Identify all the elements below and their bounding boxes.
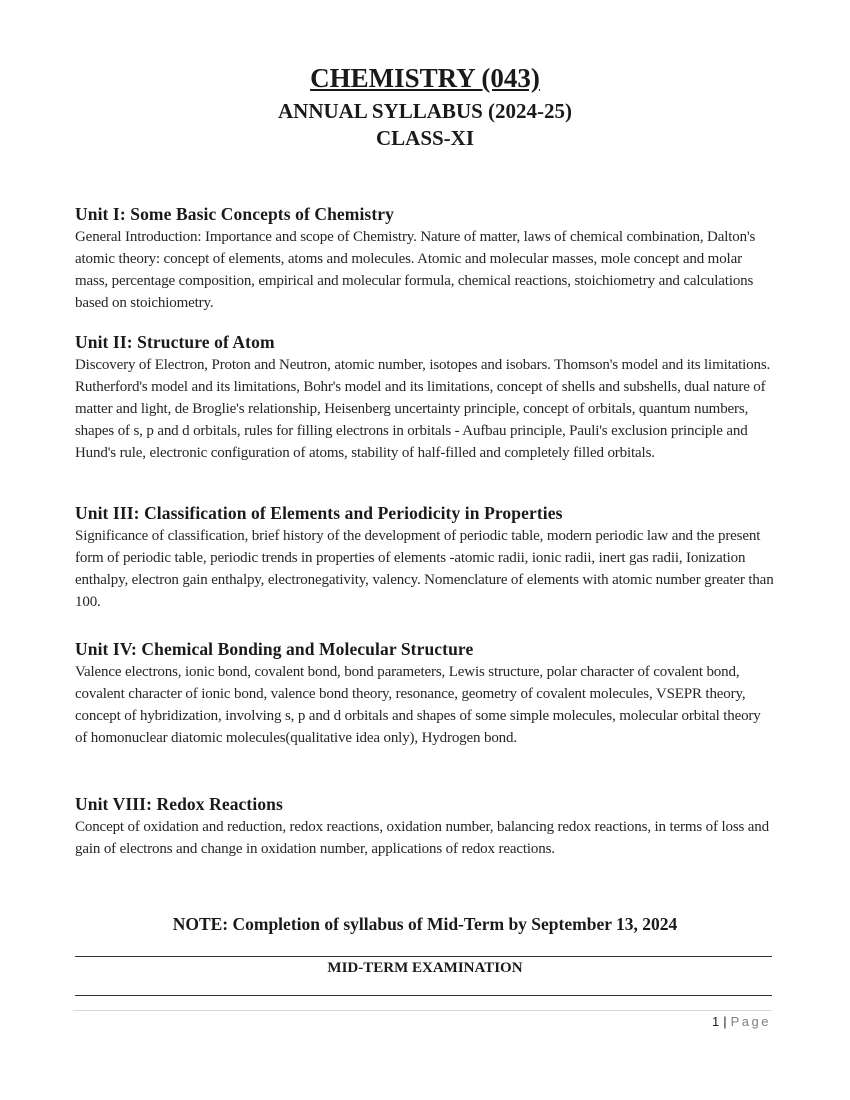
unit-section: [75, 637, 775, 749]
unit-body: Valence electrons, ionic bond, covalent bond, bond parameters, Lewis structure, polar character of covalent bond, covalent character of ionic bond, valence bond theory, resonance, geometry of covalent molecules, VSEPR theory, concept of hybridization, involving s, p and d orbitals and shapes of some simple molecules, molecular orbital theory of homonuclear diatomic molecules(qualitative idea only), Hydrogen bond.: [75, 664, 761, 746]
divider: [75, 995, 772, 996]
page-word: Page: [730, 1014, 771, 1029]
completion-note: NOTE: Completion of syllabus of Mid-Term by September 13, 2024: [172, 914, 678, 934]
midterm-label: MID-TERM EXAMINATION: [327, 960, 523, 976]
page-footer: [712, 1013, 771, 1031]
unit-section: [75, 501, 775, 613]
unit-section: [75, 202, 775, 314]
unit-heading: Unit I: Some Basic Concepts of Chemistry: [75, 204, 394, 224]
class-label: CLASS-XI: [375, 126, 475, 150]
footer-separator: |: [723, 1014, 727, 1029]
unit-heading: Unit IV: Chemical Bonding and Molecular Structure: [75, 639, 474, 659]
unit-body: General Introduction: Importance and scope of Chemistry. Nature of matter, laws of chemical combination, Dalton's atomic theory: concept of elements, atoms and molecules. Atomic and molecular masses, mole concept and molar mass, percentage composition, empirical and molecular formula, chemical reactions, stoichiometry and calculations based on stoichiometry.: [75, 229, 756, 311]
document-title: CHEMISTRY (043): [310, 63, 540, 93]
document-subtitle: ANNUAL SYLLABUS (2024-25): [277, 99, 573, 123]
unit-heading: Unit VIII: Redox Reactions: [75, 794, 283, 814]
unit-body: Concept of oxidation and reduction, redox reactions, oxidation number, balancing redox reactions, in terms of loss and gain of electrons and change in oxidation number, applications of redox reactions.: [75, 819, 770, 857]
unit-section: [75, 792, 775, 860]
unit-body: Discovery of Electron, Proton and Neutron, atomic number, isotopes and isobars. Thomson's model and its limitations. Rutherford's model and its limitations, Bohr's model and its limitations, concept of shells and subshells, dual nature of matter and light, de Broglie's relationship, Heisenberg uncertainty principle, concept of orbitals, quantum numbers, shapes of s, p and d orbitals, rules for filling electrons in orbitals - Aufbau principle, Pauli's exclusion principle and Hund's rule, electronic configuration of atoms, stability of half-filled and completely filled orbitals.: [75, 357, 771, 461]
page-number: 1: [712, 1014, 720, 1029]
unit-heading: Unit III: Classification of Elements and Periodicity in Properties: [75, 503, 563, 523]
divider: [75, 956, 772, 957]
unit-body: Significance of classification, brief history of the development of periodic table, modern periodic law and the present form of periodic table, periodic trends in properties of elements -atomic radii, ionic radii, inert gas radii, Ionization enthalpy, electron gain enthalpy, electronegativity, valency. Nomenclature of elements with atomic number greater than 100.: [75, 528, 774, 610]
unit-heading: Unit II: Structure of Atom: [75, 332, 275, 352]
unit-section: [75, 330, 775, 464]
footer-divider: [73, 1010, 772, 1011]
